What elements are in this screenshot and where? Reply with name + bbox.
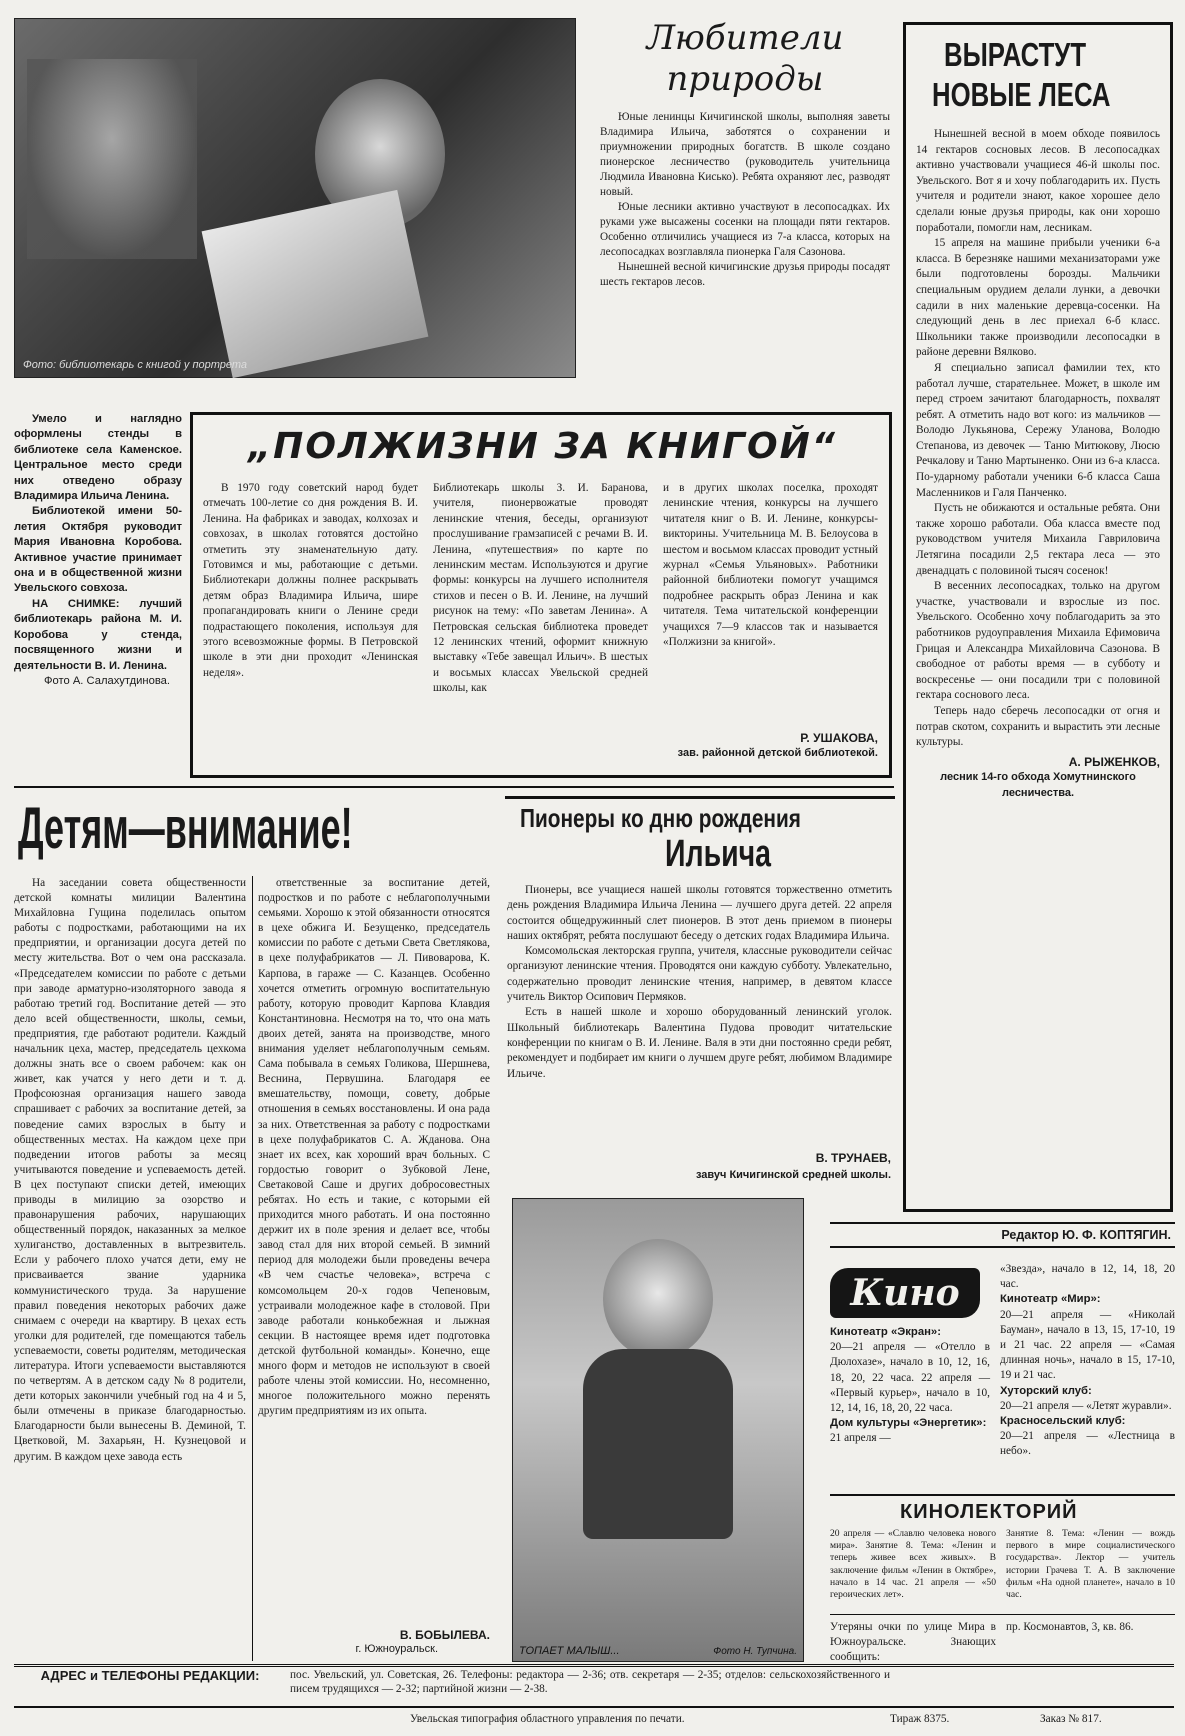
lubiteli-title-1: Любители (646, 18, 844, 58)
book-decor (202, 190, 429, 378)
lubiteli-p3: Нынешней весной кичигинские друзья природы посадят шесть гектаров лесов. (600, 261, 890, 288)
caption-label: НА СНИМКЕ: (32, 597, 120, 610)
caption-p2: Библиотекой имени 50-летия Октября руководит Мария Ивановна Коробова. Активное участие принимает она и в общественной жизни Увельского совхоза. (14, 505, 182, 595)
lost-notice-rule (830, 1614, 1175, 1615)
footer-address-label: АДРЕС и ТЕЛЕФОНЫ РЕДАКЦИИ: (40, 1668, 260, 1683)
kinolektoriy (830, 1494, 1175, 1524)
pionery-title-1: Пионеры ко дню рождения (520, 803, 801, 833)
lost-col2: пр. Космонавтов, 3, кв. 86. (1006, 1621, 1134, 1633)
lubiteli-p1: Юные ленинцы Кичигинской школы, выполняя заветы Владимира Ильича, заботятся о сохранении и приумножении природных богатств. В школе создано пионерское лесничество (руководитель учительница Людмила Ивановна Кисько). Ребята охраняют лес, разводят новый. (600, 111, 890, 198)
footer-zakaz: Заказ № 817. (1040, 1713, 1102, 1725)
vyrastut-p2: 15 апреля на машине прибыли ученики 6-а класса. В березняке нашими механизаторами уже были подготовлены борозды. Мальчики специальным орудием делали лунки, а девочки садили в них маленькие деревца-сосенки. На следующий день в лес приехал 6-б класс. Школьники также производили лесопосадки в районе деревни Вялково. (916, 237, 1160, 359)
vyrastut-p5: В весенних лесопосадках, только на другом участке, участвовали и взрослые из пос. Увельского. Особенно хочу поблагодарить за это работников рудоуправления Михаила Ефимовича Грицая и Александра Михайловича Сазонова. В свободное от работы время — в субботу и воскресенье — они посадили три с половиной гектара соснового леса. (916, 580, 1160, 702)
kino-logo (830, 1268, 980, 1318)
krasno-text: 20—21 апреля — «Лестница в небо». (1000, 1430, 1175, 1458)
kinolektoriy-title: КИНОЛЕКТОРИЙ (900, 1501, 1078, 1523)
column-divider (252, 876, 253, 1661)
pionery-signature-sub: завуч Кичигинской средней школы. (695, 1169, 891, 1181)
child-coat-decor (583, 1349, 733, 1539)
footer-tirazh: Тираж 8375. (890, 1713, 950, 1725)
caption-p3-text: лучший библиотекарь района М. И. Коробова у стенда, посвященного жизни и деятельности В. И. Ленина. (14, 597, 182, 672)
kino-logo-text: Кино (850, 1272, 960, 1314)
detyam-col1: На заседании совета общественности детской комнаты милиции Валентина Михайловна Гущина поделилась опытом работы с подростками, работающими на их предприятии, и организации досуга детей по месту жительства. Вот о чем она рассказала. «Председателем комиссии по работе с детьми при заводе арматурно-изоляторного завода я работаю третий год. Воспитание детей — это дело всей общественности, школы, семьи, предприятия, где работают родители. Каждый начальник цеха, мастер, председатель цехкома должны знать все о своем рабочем: как он живет, как учатся у него дети и т. д. Профсоюзная организация нашего завода спрашивает с рабочих за воспитание детей, за поведение самих взрослых в быту и общественных местах. На каждом цехе при подведении итогов работы за месяц учитываются поведение и успеваемость детей. В цех поступают списки детей, имеющих приводы в милицию за озорство и правонарушения рабочих, нарушающих общественный порядок, наказанных за мелкое хулиганство, доставленных в вытрезвитель. Если у рабочего плохо учатся дети, ему не присваивается звание ударника коммунистического труда. За нарушение правил поведения некоторых рабочих даже снимаем с очереди на квартиру. В цехах есть уголки для родителей, где помещаются табель успеваемости, советы родителям, методическая литература. Итоги успеваемости выставляются по четвертям. А в детском саду № 8 родители, дети которых закончили учебный год на 4 и 5, были отмечены в приказе благодарностью. Благодарности были вынесены В. Деминой, Т. Цветковой, М. Захарьян, Н. Кузнецовой и другим. В каждом цехе завода есть (14, 877, 246, 1463)
photo-librarian (14, 18, 576, 378)
ekran-head: Кинотеатр «Экран»: (830, 1326, 941, 1338)
article-polzhizni-box (190, 412, 892, 778)
footer-top-rule (14, 1664, 1174, 1667)
dk-head: Дом культуры «Энергетик»: (830, 1417, 987, 1430)
lost-col1: Утеряны очки по улице Мира в Южноуральске. Знающих сообщить: (830, 1621, 996, 1663)
caption-p3 (14, 597, 182, 674)
kinolektoriy-col2: Занятие 8. Тема: «Ленин — вождь первого в мире социалистического государства». Лектор — учитель истории Грачева Т. А. В заключение фильм «На одной планете», начало в 10 час. (1006, 1528, 1175, 1601)
photo-caption (14, 412, 182, 689)
kino-col1 (830, 1325, 990, 1447)
vyrastut-p1: Нынешней весной в моем обходе появилось 14 гектаров сосновых лесов. В лесопосадках активно участвовали учащиеся 46-й школы пос. Увельского. Вот я и хочу поблагодарить их. Пусть учителя и родители знают, какое хорошее дело сделали юные друзья природы, как они хорошо поработали, помогли нам, лесникам. (916, 128, 1160, 234)
vyrastut-p3: Я специально записал фамилии тех, кто работал лучше, старательнее. Может, в школе им перед строем зачитают благодарность, похвалят ребят. А отметить надо вот кого: из мальчиков — Володю Лукьянова, Сережу Уланова, Володю Степанова, из девочек — Таню Митюкову, Люсю Речкалову и Таню Мартыненко. Они из 6-а класса. По-ударному работали ученики 6-б класса Саша Масленников и Галя Панченко. (916, 361, 1160, 499)
polzhizni-col1: В 1970 году советский народ будет отмечать 100-летие со дня рождения В. И. Ленина. На фабриках и заводах, колхозах и совхозах, в школах готовятся достойно отметить эту знаменательную дату. Готовимся и мы, работающие с детьми. Библиотекари должны полнее раскрывать детям образ Владимира Ильича, шире пропагандировать книги о Ленине среди подрастающего поколения, используя для этого всевозможные формы. В Петровской школе в эти дни проходит «Ленинская неделя». (203, 482, 418, 679)
kino-col2 (1000, 1262, 1175, 1460)
detyam-col2: ответственные за воспитание детей, подростков и по работе с неблагополучными семьями. Хорошо к этой обязанности относятся в цехе обжига И. Безущенко, председатель комиссии по работе с детьми Света Светлякова, в цехе полуфабрикатов — Л. Пивоварова, К. Карпова, в гараже — С. Казанцев. Особенно хочется отметить огромную воспитательную работу, которую проводит Карпова Клавдия Константиновна. Несмотря на то, что она мать двоих детей, занята на производстве, много внимания уделяет неблагополучным семьям. Сама побывала в семьях Голикова, Шершнева, Веснина, Первушина. Благодаря ее вмешательству, помощи, совету, добрые отношения в семьях восстановлены. И она рада за них. Ответственная за работу с подростками в цехе полуфабрикатов С. А. Жданова. Она знает их всех, как хороший врач больных. С гордостью говорит о Зубковой Лене, Светаковой Саше и других добросовестных ребятах. Но есть и такие, с которыми ей приходится много работать. И она постоянно держит их в поле зрения и делает все, чтобы завод стал для них второй семьей. В зимний период для молодежи были проведены вечера «В чем счастье человека», встреча с комсомольцем 20-х годов Чепеновым, устраивали молодежное кафе в столовой. При заводе работали конькобежная и лыжная секции. В настоящее время идет подготовка детской футбольной команды». Конечно, еще много форм и методов не используют в своей работе члены этой комиссии. Но, несомненно, многое положительного можно перенять другим предприятиям из их опыта. (258, 877, 490, 1418)
hutor-text: 20—21 апреля — «Летят журавли». (1000, 1399, 1172, 1412)
lubiteli-title-2: природы (666, 59, 824, 99)
vyrastut-title-2: НОВЫЕ ЛЕСА (932, 76, 1111, 113)
photo-label: Фото: библиотекарь с книгой у портрета (23, 359, 248, 371)
krasno-head: Красносельский клуб: (1000, 1415, 1126, 1428)
dk-text: 21 апреля — (830, 1432, 891, 1445)
photo-child (512, 1198, 804, 1662)
editor-line (830, 1222, 1175, 1248)
vyrastut-signature: А. РЫЖЕНКОВ, (1068, 754, 1160, 769)
vyrastut-signature-sub: лесник 14-го обхода Хомутнинского лесничества. (940, 771, 1136, 799)
footer-printer: Увельская типография областного управления по печати. (410, 1713, 685, 1725)
kinolektoriy-col1: 20 апреля — «Славлю человека нового мира». Занятие 8. Тема: «Ленин и теперь живее всех живых». В заключение фильм «Ленин в Октябре», начало в 14 час. 21 апреля — «50 героических лет». (830, 1528, 996, 1601)
lubiteli-p2: Юные лесники активно участвуют в лесопосадках. Их руками уже высажены сосенки на площади пяти гектаров. Особенно отличились учащиеся из 7-а класса, которых на лесопосадках возглавляла пионерка Галя Сазонова. (600, 201, 890, 258)
portrait-decor (27, 59, 197, 259)
mir-text: 20—21 апреля — «Николай Бауман», начало в 13, 15, 17-10, 19 и 21 час. 22 апреля — «Самая длинная ночь», начало в 15, 17-10, 19 и 21 час. (1000, 1308, 1175, 1382)
pionery-title-2: Ильича (665, 833, 772, 875)
article-vyrastut-box (903, 22, 1173, 1212)
pionery-p3: Есть в нашей школе и хорошо оборудованный ленинский уголок. Школьный библиотекарь Валентина Пудова проводит читательские конференции по книгам о В. И. Ленине. Валя в эти дни постоянно среди ребят, рекомендует и подбирает им книги о лучшем друге ребят, любимом Владимире Ильиче. (507, 1006, 892, 1080)
vyrastut-p6: Теперь надо сберечь лесопосадки от огня и потрав скотом, сохранить и вырастить эти лесные культуры. (916, 704, 1160, 749)
pionery-signature: В. ТРУНАЕВ, (815, 1151, 891, 1165)
caption-p1: Умело и наглядно оформлены стенды в библиотеке села Каменское. Центральное место среди них отведено образу Владимира Ильича Ленина. (14, 413, 182, 503)
vyrastut-title-1: ВЫРАСТУТ (944, 36, 1087, 73)
mir-head: Кинотеатр «Мир»: (1000, 1293, 1101, 1306)
polzhizni-signature: Р. УШАКОВА, (800, 731, 878, 745)
pionery-p2: Комсомольская лекторская группа, учителя, классные руководители сейчас организуют ленинские чтения. Проводятся они каждую субботу. Увлекательно, содержательно проводит ленинские чтения, например, в девятом классе учитель Виктор Осипович Пермяков. (507, 945, 892, 1004)
article-lubiteli (600, 18, 890, 398)
hutor-head: Хуторский клуб: (1000, 1384, 1092, 1397)
child-photo-credit: Фото Н. Тупчина. (713, 1646, 797, 1657)
polzhizni-col3: и в других школах поселка, проходят ленинские чтения, конкурсы на лучшего читателя книг о В. И. Ленине, конкурсы-викторины. Учительница М. В. Белоусова в шестом и восьмом классах проводит устный журнал «Семья Ульяновых». Работники районной библиотеки помогут учащимся подробнее раскрыть образ Ленина и как читателя. Тема читательской конференции учащихся 7—9 классов так и называется «Полжизни за книгой». (663, 482, 878, 649)
ekran-text: 20—21 апреля — «Отелло в Дюлохазе», начало в 10, 12, 16, 18, 20, 22 часа. 22 апреля — «Первый курьер», начало в 10, 12, 14, 16, 18, 20, 22 часа. (830, 1341, 990, 1415)
editor-name: Редактор Ю. Ф. КОПТЯГИН. (1001, 1228, 1171, 1242)
zvezda-text: «Звезда», начало в 12, 14, 18, 20 час. (1000, 1263, 1175, 1291)
detyam-signature-sub: г. Южноуральск. (355, 1643, 438, 1655)
child-face-decor (603, 1239, 713, 1359)
section-divider (14, 786, 894, 788)
footer-address: пос. Увельский, ул. Советская, 26. Телефоны: редактора — 2-36; отв. секретаря — 2-35; отделов: сельскохозяйственного и писем трудящихся — 2-32; партийной жизни — 2-38. (290, 1669, 890, 1695)
child-photo-caption: ТОПАЕТ МАЛЫШ... (519, 1645, 620, 1657)
vyrastut-p4: Пусть не обижаются и остальные ребята. Они также хорошо работали. Оба класса вместе под руководством учителя Михаила Гавриловича Летягина посадили 2,5 гектара леса — это двенадцать с половиной тысяч сосенок! (916, 502, 1160, 577)
detyam-signature: В. БОБЫЛЕВА. (399, 1628, 490, 1642)
caption-credit: Фото А. Салахутдинова. (44, 674, 170, 687)
polzhizni-col2: Библиотекарь школы З. И. Баранова, учителя, пионервожатые проводят ленинские чтения, беседы, организуют прослушивание грамзаписей с речами В. И. Ленина, «путешествия» по карте по ленинским местам. Используются и другие формы: конкурсы на лучшего исполнителя стихов и песен о В. И. Ленине, на лучший рисунок на тему: «По заветам Ленина». А Петровская сельская библиотека проведет 12 ленинских чтений, оформит книжную выставку «Тебе завещал Ильич». В шестых и восьмых классах Увельской средней школы, как (433, 482, 648, 695)
footer-bottom-rule (14, 1706, 1174, 1708)
pionery-p1: Пионеры, все учащиеся нашей школы готовятся торжественно отметить день рождения Владимира Ильича Ленина — лучшего друга детей. 22 апреля состоится общедружинный слет пионеров. В этот день приемом в пионеры наших октябрят, ребята послушают беседу о детских годах Владимира Ильича. (507, 884, 892, 942)
polzhizni-title: „ПОЛЖИЗНИ ЗА КНИГОЙ“ (248, 426, 837, 467)
detyam-title: Детям—внимание! (18, 796, 353, 861)
article-pionery (505, 796, 895, 1186)
polzhizni-signature-sub: зав. районной детской библиотекой. (677, 747, 878, 759)
